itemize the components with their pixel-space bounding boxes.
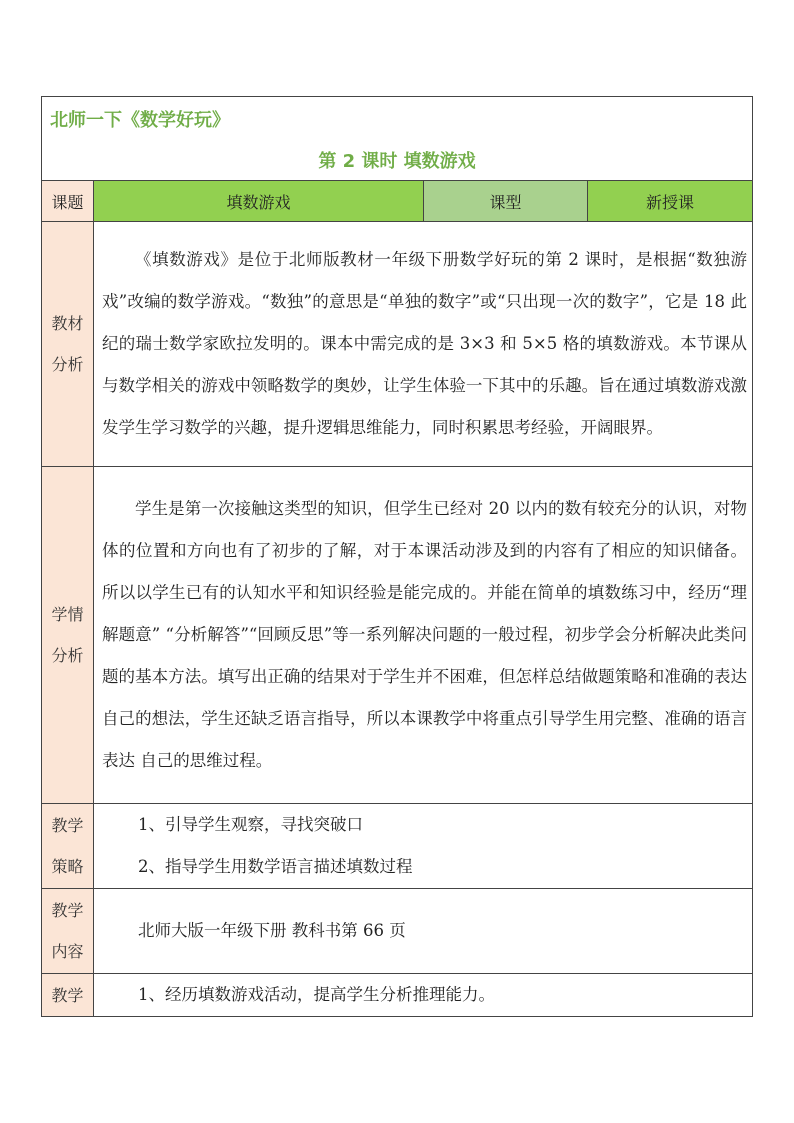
goals-row <box>42 974 753 1017</box>
goals-label: 教学 <box>42 974 94 1017</box>
student-analysis-row <box>42 467 753 804</box>
content-label: 教学 内容 <box>42 889 94 974</box>
title-row <box>42 97 753 141</box>
list-item: 1、经历填数游戏活动，提高学生分析推理能力。 <box>138 985 495 1004</box>
content-row <box>42 889 753 974</box>
lesson-plan-table <box>41 96 753 1017</box>
student-analysis-text: 学生是第一次接触这类型的知识，但学生已经对 20 以内的数有较充分的认识，对物体的位置和方向也有了初步的了解，对于本课活动涉及到的内容有了相应的知识储备。 所以以学生已有的认知水平和知识经验是能完成的。并能在简单的填数练习中，经历“理解题意” “分析解答”“回顾反思”等一系列解决问题的一般过程，初步学会分析解决此类问题的基本方法。填写出正确的结果对于学生并不困难，但怎样总结做题策略和准确的表达自己的想法，学生还缺乏语言指导，所以本课教学中将重点引导学生用完整、准确的语言表达 自己的思维过程。 <box>94 467 753 804</box>
subtitle-row <box>42 140 753 181</box>
list-item: 2、指导学生用数学语言描述填数过程 <box>138 857 413 876</box>
topic-value: 填数游戏 <box>94 181 424 222</box>
strategy-list <box>94 804 753 889</box>
topic-row <box>42 181 753 222</box>
topic-label: 课题 <box>42 181 94 222</box>
lesson-subtitle: 第 2 课时 填数游戏 <box>42 140 753 181</box>
list-item: 1、引导学生观察，寻找突破口 <box>138 815 363 834</box>
material-analysis-text: 《填数游戏》是位于北师版教材一年级下册数学好玩的第 2 课时，是根据“数独游戏”改编的数学游戏。“数独”的意思是“单独的数字”或“只出现一次的数字”，它是 18 此纪的瑞士数学家欧拉发明的。课本中需完成的是 3×3 和 5×5 格的填数游戏。本节课从与数学相关的游戏中领略数学的奥妙，让学生体验一下其中的乐趣。旨在通过填数游戏激发学生学习数学的兴趣，提升逻辑思维能力，同时积累思考经验，开阔眼界。 <box>94 222 753 467</box>
document-title: 北师一下《数学好玩》 <box>42 97 753 141</box>
content-text: 北师大版一年级下册 教科书第 66 页 <box>94 889 753 974</box>
strategy-label: 教学 策略 <box>42 804 94 889</box>
type-label: 课型 <box>424 181 588 222</box>
strategy-row <box>42 804 753 889</box>
type-value: 新授课 <box>588 181 753 222</box>
material-analysis-row <box>42 222 753 467</box>
student-analysis-label: 学情 分析 <box>42 467 94 804</box>
goals-list <box>94 974 753 1017</box>
material-analysis-label: 教材 分析 <box>42 222 94 467</box>
